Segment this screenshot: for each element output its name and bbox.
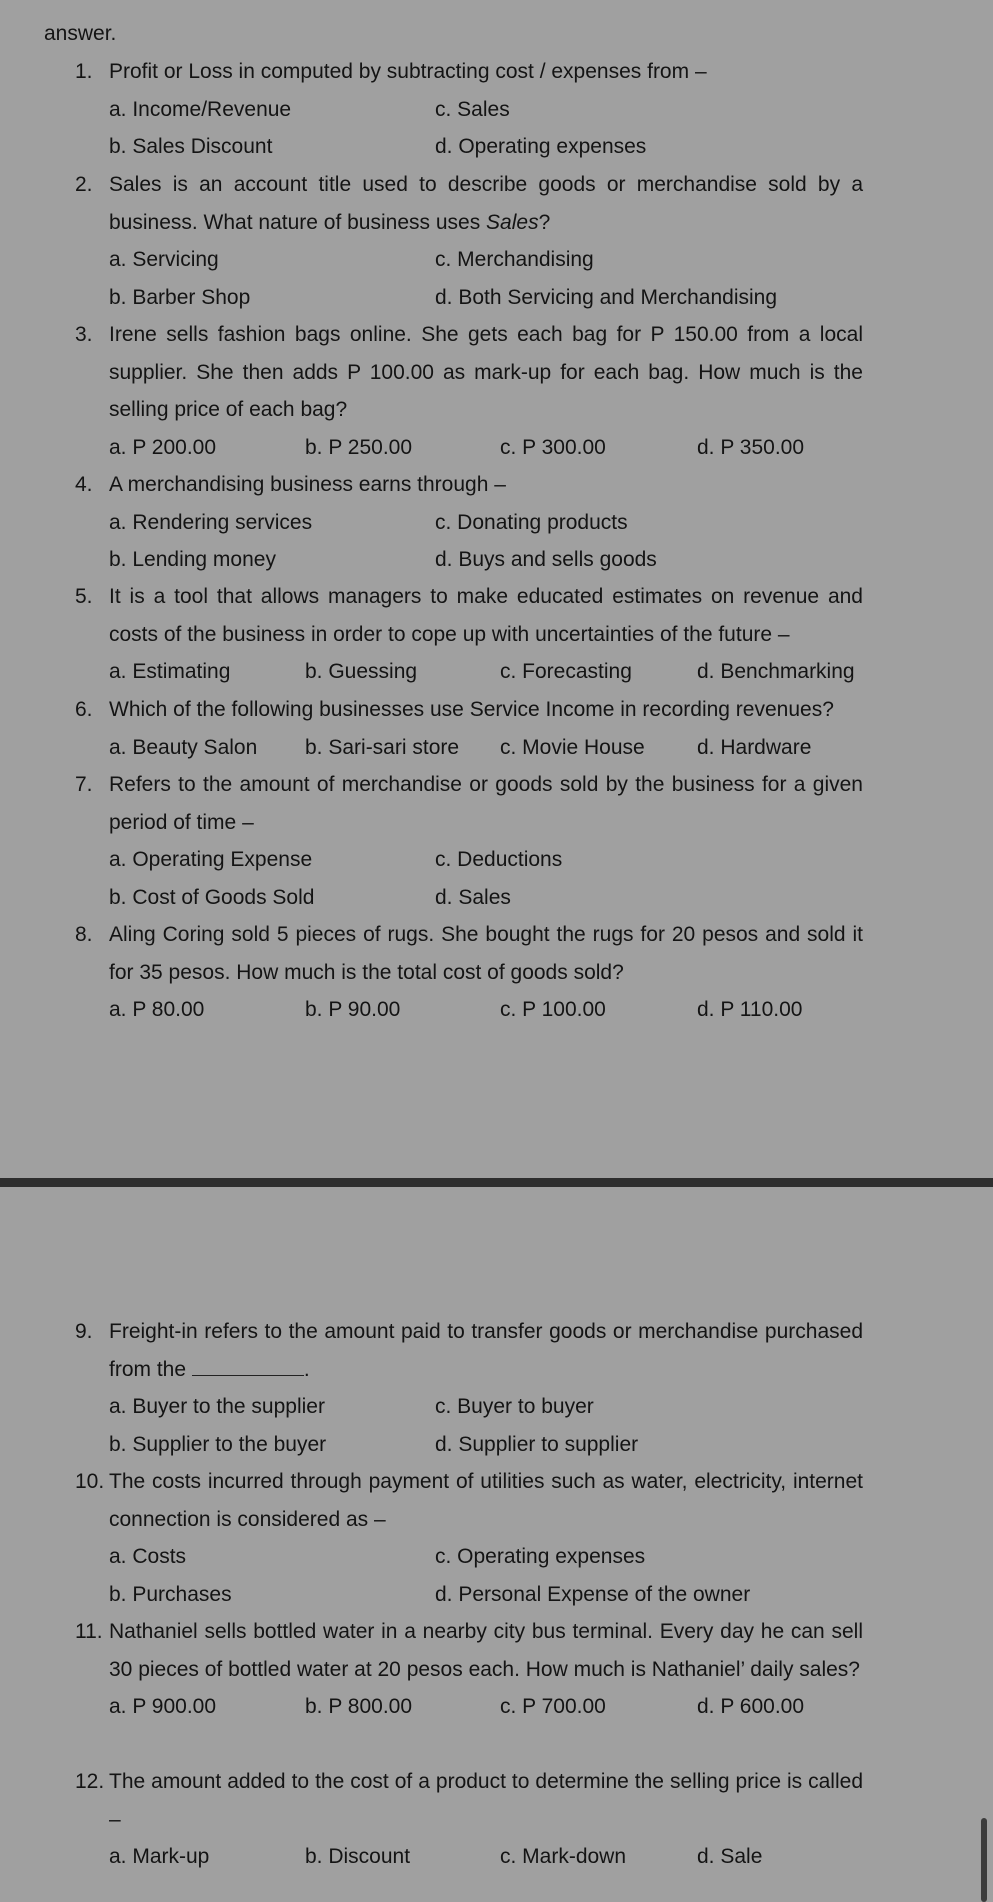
option-c[interactable]: c. Movie House: [500, 735, 645, 759]
option-a[interactable]: a. Beauty Salon: [109, 735, 258, 759]
option-a[interactable]: a. Estimating: [109, 660, 231, 683]
options-row: [109, 879, 863, 917]
option-a[interactable]: a. Servicing: [109, 248, 219, 271]
question-text: The amount added to the cost of a product to determine the selling price is called –: [109, 1770, 863, 1831]
options-row: [109, 1426, 863, 1464]
option-d[interactable]: d. Operating expenses: [435, 135, 647, 158]
options-row: [109, 729, 863, 767]
option-c[interactable]: c. Mark-down: [500, 1845, 627, 1868]
options-row: [109, 541, 863, 579]
options-row: [109, 279, 863, 317]
option-d[interactable]: d. Sale: [697, 1845, 763, 1868]
question-text-part: Freight-in refers to the amount paid to transfer goods or merchandise purchased from the: [109, 1320, 863, 1381]
option-c[interactable]: c. Merchandising: [435, 248, 594, 271]
question-7: [75, 766, 863, 916]
option-a[interactable]: a. Income/Revenue: [109, 97, 292, 121]
question-text-part: ?: [538, 210, 551, 234]
instruction-text: answer.: [44, 22, 117, 45]
question-text: Which of the following businesses use Service Income in recording revenues?: [109, 698, 834, 721]
option-a[interactable]: a. Rendering services: [109, 510, 313, 534]
question-number: 4.: [75, 473, 93, 496]
page-divider: [0, 1178, 993, 1187]
option-b[interactable]: b. Barber Shop: [109, 285, 251, 309]
options-row: [109, 1688, 863, 1726]
options-row: [109, 1538, 863, 1576]
answer-blank: [192, 1357, 304, 1376]
option-b[interactable]: b. P 90.00: [305, 998, 401, 1021]
option-a[interactable]: a. P 80.00: [109, 998, 205, 1021]
question-9: [75, 1313, 863, 1463]
option-b[interactable]: b. Cost of Goods Sold: [109, 885, 315, 909]
question-5: [75, 578, 863, 691]
option-c[interactable]: c. P 300.00: [500, 435, 606, 459]
question-10: [75, 1463, 863, 1613]
option-d[interactable]: d. P 600.00: [697, 1695, 805, 1718]
options-row: [109, 128, 863, 166]
question-text: Nathaniel sells bottled water in a nearby city bus terminal. Every day he can sell 30 pieces of bottled water at 20 pesos each. How much is Nathaniel’ daily sales?: [109, 1620, 863, 1681]
question-text-part: .: [303, 1357, 310, 1381]
option-b[interactable]: b. P 250.00: [305, 435, 413, 459]
question-text-part: Sales is an account title used to describe goods or merchandise sold by a business. What nature of business uses: [109, 173, 863, 234]
option-d[interactable]: d. Both Servicing and Merchandising: [435, 285, 778, 309]
options-row: [109, 1838, 863, 1876]
options-row: [109, 504, 863, 542]
question-number: 6.: [75, 698, 93, 721]
options-row: [109, 991, 863, 1029]
question-6: [75, 691, 863, 766]
option-a[interactable]: a. P 900.00: [109, 1695, 217, 1718]
question-number: 10.: [75, 1470, 105, 1493]
question-text: A merchandising business earns through –: [109, 473, 506, 496]
options-row: [109, 1576, 863, 1614]
question-number: 12.: [75, 1770, 105, 1793]
option-a[interactable]: a. Costs: [109, 1545, 187, 1568]
option-c[interactable]: c. Forecasting: [500, 660, 632, 683]
option-d[interactable]: d. Supplier to supplier: [435, 1432, 639, 1456]
question-text: It is a tool that allows managers to make educated estimates on revenue and costs of the business in order to cope up with uncertainties of the future –: [109, 585, 863, 646]
question-number: 1.: [75, 60, 93, 83]
option-d[interactable]: d. P 350.00: [697, 435, 805, 459]
option-c[interactable]: c. Sales: [435, 97, 510, 121]
question-text-emphasis: Sales: [486, 210, 539, 234]
options-row: [109, 653, 863, 691]
question-number: 9.: [75, 1320, 93, 1343]
question-number: 8.: [75, 923, 93, 946]
question-text: The costs incurred through payment of utilities such as water, electricity, internet connection is considered as –: [109, 1470, 863, 1531]
question-text: [109, 1313, 863, 1388]
option-b[interactable]: b. Lending money: [109, 548, 276, 571]
question-number: 3.: [75, 323, 93, 346]
question-number: 11.: [75, 1620, 103, 1643]
question-8: [75, 916, 863, 1029]
option-d[interactable]: d. P 110.00: [697, 998, 803, 1021]
question-4: [75, 466, 863, 579]
option-c[interactable]: c. P 100.00: [500, 998, 606, 1021]
options-row: [109, 1388, 863, 1426]
question-number: 2.: [75, 173, 93, 196]
option-c[interactable]: c. P 700.00: [500, 1695, 606, 1718]
options-row: [109, 841, 863, 879]
option-b[interactable]: b. Guessing: [305, 660, 418, 683]
option-d[interactable]: d. Buys and sells goods: [435, 548, 657, 571]
question-text: [109, 166, 863, 241]
option-a[interactable]: a. Mark-up: [109, 1845, 210, 1868]
option-a[interactable]: a. Operating Expense: [109, 848, 313, 871]
question-2: [75, 166, 863, 316]
option-c[interactable]: c. Buyer to buyer: [435, 1395, 594, 1418]
option-c[interactable]: c. Operating expenses: [435, 1545, 646, 1568]
question-number: 7.: [75, 773, 93, 796]
option-b[interactable]: b. Discount: [305, 1845, 411, 1868]
question-text: Refers to the amount of merchandise or goods sold by the business for a given period of time –: [109, 773, 863, 834]
option-a[interactable]: a. P 200.00: [109, 435, 217, 459]
question-12: [75, 1763, 863, 1876]
question-1: [75, 53, 863, 166]
question-text: Profit or Loss in computed by subtracting cost / expenses from –: [109, 60, 707, 83]
question-number: 5.: [75, 585, 93, 608]
option-d[interactable]: d. Sales: [435, 885, 511, 909]
option-b[interactable]: b. Purchases: [109, 1582, 232, 1606]
question-3: [75, 316, 863, 466]
option-b[interactable]: b. P 800.00: [305, 1695, 413, 1718]
options-row: [109, 241, 863, 279]
option-b[interactable]: b. Sari-sari store: [305, 735, 460, 759]
option-a[interactable]: a. Buyer to the supplier: [109, 1395, 325, 1418]
options-row: [109, 429, 863, 467]
options-row: [109, 91, 863, 129]
option-c[interactable]: c. Donating products: [435, 510, 628, 534]
option-d[interactable]: d. Personal Expense of the owner: [435, 1582, 751, 1606]
question-text: Aling Coring sold 5 pieces of rugs. She bought the rugs for 20 pesos and sold it for 35 pesos. How much is the total cost of goods sold?: [109, 923, 863, 984]
option-b[interactable]: b. Sales Discount: [109, 135, 273, 158]
option-d[interactable]: d. Benchmarking: [697, 660, 855, 683]
option-d[interactable]: d. Hardware: [697, 735, 812, 759]
scrollbar-thumb[interactable]: [981, 1818, 987, 1902]
question-text: Irene sells fashion bags online. She gets each bag for P 150.00 from a local supplier. She then adds P 100.00 as mark-up for each bag. How much is the selling price of each bag?: [109, 323, 863, 421]
option-c[interactable]: c. Deductions: [435, 848, 563, 871]
question-11: [75, 1613, 863, 1726]
option-b[interactable]: b. Supplier to the buyer: [109, 1432, 327, 1456]
